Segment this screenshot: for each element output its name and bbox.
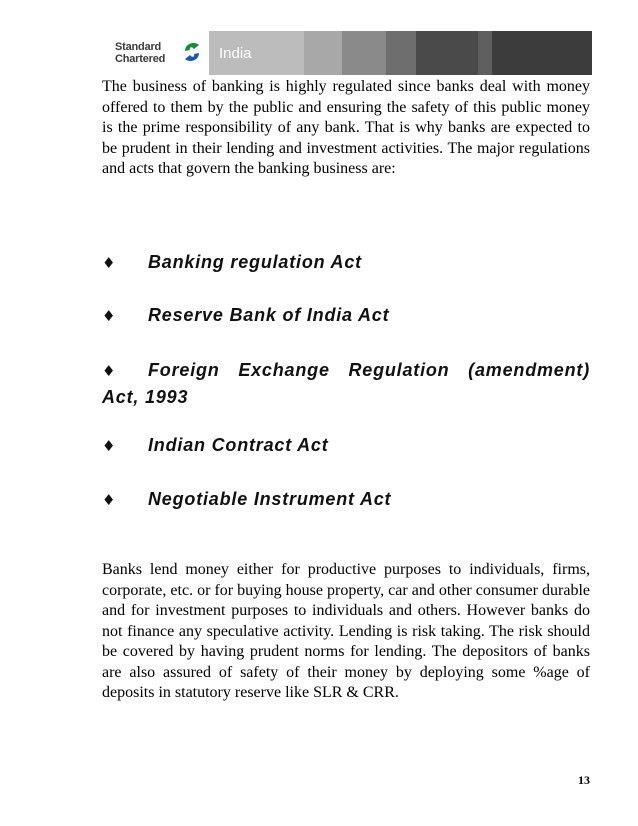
diamond-bullet-icon: ♦ xyxy=(102,362,117,380)
intro-paragraph: The business of banking is highly regulated since banks deal with money offered to them by the public and ensuring the safety of this public money is the prime responsibility of any bank. That is why banks are expected to be prudent in their lending and investment activities. The major regulations and acts that govern the banking business are: xyxy=(102,78,590,177)
banner-band xyxy=(386,31,416,75)
act-title: Reserve Bank of India Act xyxy=(148,305,390,325)
diamond-bullet-icon: ♦ xyxy=(102,437,117,455)
act-item xyxy=(102,432,590,459)
lending-paragraph: Banks lend money either for productive purposes to individuals, firms, corporate, etc. or for buying house property, car and other consumer durable and for investment purposes to individuals and others. However banks do not finance any speculative activity. Lending is risk taking. The risk should be covered by having prudent norms for lending. The depositors of banks are also assured of safety of their money by deploying some %age of deposits in statutory reserve like SLR & CRR. xyxy=(102,561,590,701)
logo-line-1: Standard xyxy=(115,41,162,53)
act-item xyxy=(102,302,590,329)
diamond-bullet-icon: ♦ xyxy=(102,307,117,325)
diamond-bullet-icon: ♦ xyxy=(102,254,117,272)
act-title: Negotiable Instrument Act xyxy=(148,489,392,509)
banner-band xyxy=(478,31,492,75)
banner-band xyxy=(304,31,342,75)
logo-line-2: Chartered xyxy=(115,53,166,65)
banner-band xyxy=(416,31,478,75)
act-title: Banking regulation Act xyxy=(148,252,362,272)
act-item xyxy=(102,486,590,513)
region-label: India xyxy=(209,31,304,75)
diamond-bullet-icon: ♦ xyxy=(102,491,117,509)
banner-band xyxy=(492,31,592,75)
page-number: 13 xyxy=(578,773,590,787)
logo-mark-icon xyxy=(181,39,203,65)
banner-band xyxy=(342,31,386,75)
standard-chartered-logo xyxy=(95,31,209,75)
header-banner xyxy=(95,31,592,75)
act-title: Indian Contract Act xyxy=(148,435,329,455)
act-title: Foreign Exchange Regulation (amendment) Act, 1993 xyxy=(102,360,590,407)
act-item xyxy=(102,357,590,410)
act-item xyxy=(102,249,590,276)
